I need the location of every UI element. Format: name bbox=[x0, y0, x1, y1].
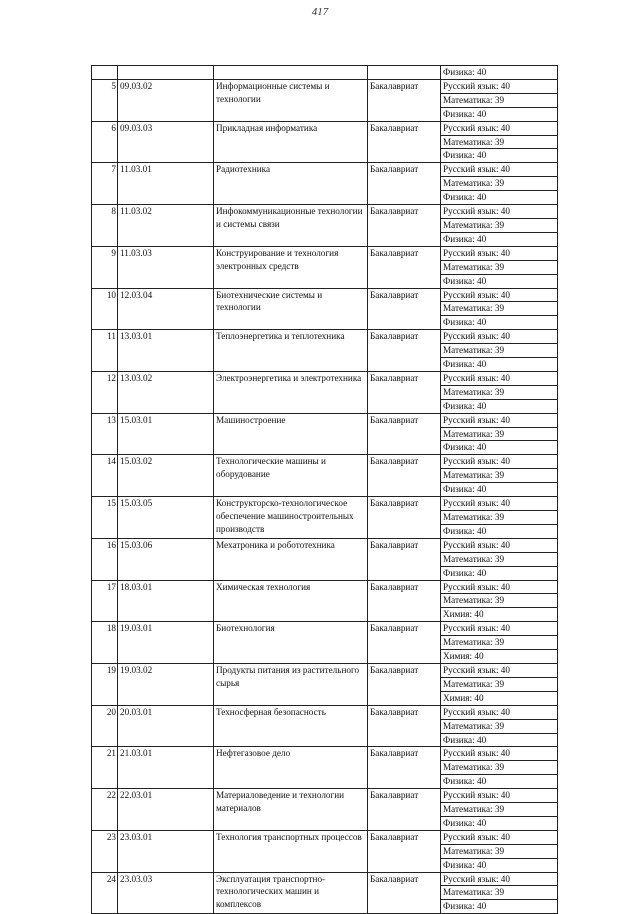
cell-num: 22 bbox=[92, 789, 118, 831]
cell-subject: Русский язык: 40 bbox=[441, 288, 558, 302]
table-row bbox=[92, 663, 558, 677]
cell-name: Техносферная безопасность bbox=[214, 705, 368, 747]
cell-level: Бакалавриат bbox=[368, 330, 441, 372]
cell-level: Бакалавриат bbox=[368, 538, 441, 580]
cell-level: Бакалавриат bbox=[368, 205, 441, 247]
cell-code bbox=[118, 66, 214, 80]
table-row bbox=[92, 747, 558, 761]
cell-num: 23 bbox=[92, 830, 118, 872]
cell-subject: Физика: 40 bbox=[441, 483, 558, 497]
cell-level: Бакалавриат bbox=[368, 121, 441, 163]
cell-level: Бакалавриат bbox=[368, 288, 441, 330]
cell-subject: Русский язык: 40 bbox=[441, 163, 558, 177]
cell-subject: Математика: 39 bbox=[441, 218, 558, 232]
cell-num: 16 bbox=[92, 538, 118, 580]
cell-name: Технология транспортных процессов bbox=[214, 830, 368, 872]
cell-subject: Математика: 39 bbox=[441, 803, 558, 817]
cell-num: 17 bbox=[92, 580, 118, 622]
table-row bbox=[92, 497, 558, 511]
cell-name: Биотехнические системы и технологии bbox=[214, 288, 368, 330]
cell-subject: Математика: 39 bbox=[441, 761, 558, 775]
cell-subject: Физика: 40 bbox=[441, 733, 558, 747]
cell-level: Бакалавриат bbox=[368, 371, 441, 413]
cell-subject: Математика: 39 bbox=[441, 469, 558, 483]
cell-num: 6 bbox=[92, 121, 118, 163]
cell-num: 14 bbox=[92, 455, 118, 497]
cell-num: 11 bbox=[92, 330, 118, 372]
cell-num: 12 bbox=[92, 371, 118, 413]
cell-level: Бакалавриат bbox=[368, 246, 441, 288]
cell-subject: Физика: 40 bbox=[441, 900, 558, 914]
table-row bbox=[92, 705, 558, 719]
cell-subject: Физика: 40 bbox=[441, 107, 558, 121]
cell-level: Бакалавриат bbox=[368, 747, 441, 789]
cell-subject: Математика: 39 bbox=[441, 177, 558, 191]
cell-name: Материаловедение и технологии материалов bbox=[214, 789, 368, 831]
cell-name: Прикладная информатика bbox=[214, 121, 368, 163]
table-row bbox=[92, 121, 558, 135]
cell-num: 8 bbox=[92, 205, 118, 247]
table-body bbox=[92, 66, 558, 914]
cell-name: Продукты питания из растительного сырья bbox=[214, 663, 368, 705]
table-row bbox=[92, 538, 558, 552]
cell-subject: Математика: 39 bbox=[441, 385, 558, 399]
cell-name: Конструирование и технология электронных средств bbox=[214, 246, 368, 288]
cell-code: 09.03.03 bbox=[118, 121, 214, 163]
cell-subject: Русский язык: 40 bbox=[441, 705, 558, 719]
cell-subject: Русский язык: 40 bbox=[441, 497, 558, 511]
cell-name: Нефтегазовое дело bbox=[214, 747, 368, 789]
cell-subject: Математика: 39 bbox=[441, 677, 558, 691]
cell-subject: Математика: 39 bbox=[441, 594, 558, 608]
cell-subject: Химия: 40 bbox=[441, 650, 558, 664]
cell-code: 09.03.02 bbox=[118, 79, 214, 121]
table-row-continuation bbox=[92, 66, 558, 80]
cell-name: Информационные системы и технологии bbox=[214, 79, 368, 121]
table-row bbox=[92, 163, 558, 177]
cell-subject: Математика: 39 bbox=[441, 135, 558, 149]
cell-code: 13.03.02 bbox=[118, 371, 214, 413]
table-row bbox=[92, 246, 558, 260]
cell-name: Эксплуатация транспортно-технологических машин и комплексов bbox=[214, 872, 368, 914]
cell-num: 13 bbox=[92, 413, 118, 455]
cell-subject: Русский язык: 40 bbox=[441, 121, 558, 135]
table-row bbox=[92, 789, 558, 803]
cell-subject: Русский язык: 40 bbox=[441, 747, 558, 761]
cell-level: Бакалавриат bbox=[368, 663, 441, 705]
cell-level: Бакалавриат bbox=[368, 163, 441, 205]
table-row bbox=[92, 830, 558, 844]
cell-subject: Химия: 40 bbox=[441, 691, 558, 705]
cell-code: 20.03.01 bbox=[118, 705, 214, 747]
cell-subject: Физика: 40 bbox=[441, 775, 558, 789]
cell-code: 22.03.01 bbox=[118, 789, 214, 831]
cell-code: 23.03.01 bbox=[118, 830, 214, 872]
cell-subject: Русский язык: 40 bbox=[441, 622, 558, 636]
cell-subject: Физика: 40 bbox=[441, 441, 558, 455]
cell-code: 15.03.05 bbox=[118, 497, 214, 539]
cell-level: Бакалавриат bbox=[368, 455, 441, 497]
cell-num: 21 bbox=[92, 747, 118, 789]
cell-num: 5 bbox=[92, 79, 118, 121]
cell-code: 19.03.01 bbox=[118, 622, 214, 664]
table-row bbox=[92, 455, 558, 469]
cell-num: 15 bbox=[92, 497, 118, 539]
table-row bbox=[92, 79, 558, 93]
cell-name: Радиотехника bbox=[214, 163, 368, 205]
cell-subject: Русский язык: 40 bbox=[441, 205, 558, 219]
cell-subject: Физика: 40 bbox=[441, 274, 558, 288]
cell-level: Бакалавриат bbox=[368, 79, 441, 121]
cell-code: 18.03.01 bbox=[118, 580, 214, 622]
cell-level: Бакалавриат bbox=[368, 872, 441, 914]
table-row bbox=[92, 288, 558, 302]
cell-subject: Математика: 39 bbox=[441, 260, 558, 274]
cell-code: 15.03.02 bbox=[118, 455, 214, 497]
cell-subject: Физика: 40 bbox=[441, 66, 558, 80]
cell-name: Электроэнергетика и электротехника bbox=[214, 371, 368, 413]
cell-num: 10 bbox=[92, 288, 118, 330]
cell-subject: Физика: 40 bbox=[441, 232, 558, 246]
cell-level: Бакалавриат bbox=[368, 580, 441, 622]
cell-num: 7 bbox=[92, 163, 118, 205]
cell-subject: Русский язык: 40 bbox=[441, 663, 558, 677]
table-row bbox=[92, 580, 558, 594]
table-row bbox=[92, 413, 558, 427]
cell-code: 19.03.02 bbox=[118, 663, 214, 705]
cell-name: Инфокоммуникационные технологии и системы связи bbox=[214, 205, 368, 247]
cell-code: 12.03.04 bbox=[118, 288, 214, 330]
cell-subject: Математика: 39 bbox=[441, 344, 558, 358]
cell-level: Бакалавриат bbox=[368, 497, 441, 539]
cell-level bbox=[368, 66, 441, 80]
cell-subject: Математика: 39 bbox=[441, 719, 558, 733]
cell-subject: Физика: 40 bbox=[441, 858, 558, 872]
cell-subject: Физика: 40 bbox=[441, 524, 558, 538]
cell-name: Конструкторско-технологическое обеспечение машиностроительных производств bbox=[214, 497, 368, 539]
table-row bbox=[92, 205, 558, 219]
cell-num: 19 bbox=[92, 663, 118, 705]
cell-code: 15.03.06 bbox=[118, 538, 214, 580]
cell-name: Мехатроника и робототехника bbox=[214, 538, 368, 580]
table-row bbox=[92, 622, 558, 636]
cell-code: 21.03.01 bbox=[118, 747, 214, 789]
cell-subject: Физика: 40 bbox=[441, 358, 558, 372]
cell-subject: Русский язык: 40 bbox=[441, 872, 558, 886]
cell-subject: Физика: 40 bbox=[441, 816, 558, 830]
cell-subject: Математика: 39 bbox=[441, 636, 558, 650]
programs-table bbox=[91, 65, 558, 914]
table-row bbox=[92, 330, 558, 344]
cell-name: Химическая технология bbox=[214, 580, 368, 622]
cell-num: 20 bbox=[92, 705, 118, 747]
cell-num: 18 bbox=[92, 622, 118, 664]
cell-subject: Физика: 40 bbox=[441, 399, 558, 413]
cell-num bbox=[92, 66, 118, 80]
cell-name bbox=[214, 66, 368, 80]
cell-level: Бакалавриат bbox=[368, 413, 441, 455]
cell-code: 23.03.03 bbox=[118, 872, 214, 914]
cell-subject: Физика: 40 bbox=[441, 566, 558, 580]
cell-subject: Физика: 40 bbox=[441, 191, 558, 205]
cell-name: Машиностроение bbox=[214, 413, 368, 455]
cell-subject: Русский язык: 40 bbox=[441, 580, 558, 594]
cell-subject: Химия: 40 bbox=[441, 608, 558, 622]
cell-subject: Русский язык: 40 bbox=[441, 371, 558, 385]
cell-code: 11.03.03 bbox=[118, 246, 214, 288]
cell-subject: Математика: 39 bbox=[441, 93, 558, 107]
cell-subject: Русский язык: 40 bbox=[441, 413, 558, 427]
cell-code: 11.03.01 bbox=[118, 163, 214, 205]
cell-code: 15.03.01 bbox=[118, 413, 214, 455]
cell-code: 11.03.02 bbox=[118, 205, 214, 247]
cell-subject: Русский язык: 40 bbox=[441, 455, 558, 469]
cell-subject: Русский язык: 40 bbox=[441, 246, 558, 260]
cell-subject: Русский язык: 40 bbox=[441, 830, 558, 844]
cell-name: Технологические машины и оборудование bbox=[214, 455, 368, 497]
cell-subject: Математика: 39 bbox=[441, 302, 558, 316]
cell-num: 9 bbox=[92, 246, 118, 288]
cell-subject: Русский язык: 40 bbox=[441, 538, 558, 552]
cell-subject: Математика: 39 bbox=[441, 844, 558, 858]
cell-level: Бакалавриат bbox=[368, 705, 441, 747]
cell-num: 24 bbox=[92, 872, 118, 914]
table-row bbox=[92, 872, 558, 886]
cell-subject: Математика: 39 bbox=[441, 511, 558, 525]
cell-subject: Физика: 40 bbox=[441, 316, 558, 330]
cell-level: Бакалавриат bbox=[368, 789, 441, 831]
table-row bbox=[92, 371, 558, 385]
cell-subject: Физика: 40 bbox=[441, 149, 558, 163]
cell-subject: Математика: 39 bbox=[441, 427, 558, 441]
cell-code: 13.03.01 bbox=[118, 330, 214, 372]
cell-level: Бакалавриат bbox=[368, 622, 441, 664]
cell-subject: Математика: 39 bbox=[441, 886, 558, 900]
cell-subject: Русский язык: 40 bbox=[441, 330, 558, 344]
cell-subject: Математика: 39 bbox=[441, 552, 558, 566]
cell-subject: Русский язык: 40 bbox=[441, 79, 558, 93]
cell-level: Бакалавриат bbox=[368, 830, 441, 872]
page-number: 417 bbox=[311, 6, 329, 18]
cell-name: Теплоэнергетика и теплотехника bbox=[214, 330, 368, 372]
cell-subject: Русский язык: 40 bbox=[441, 789, 558, 803]
cell-name: Биотехнология bbox=[214, 622, 368, 664]
